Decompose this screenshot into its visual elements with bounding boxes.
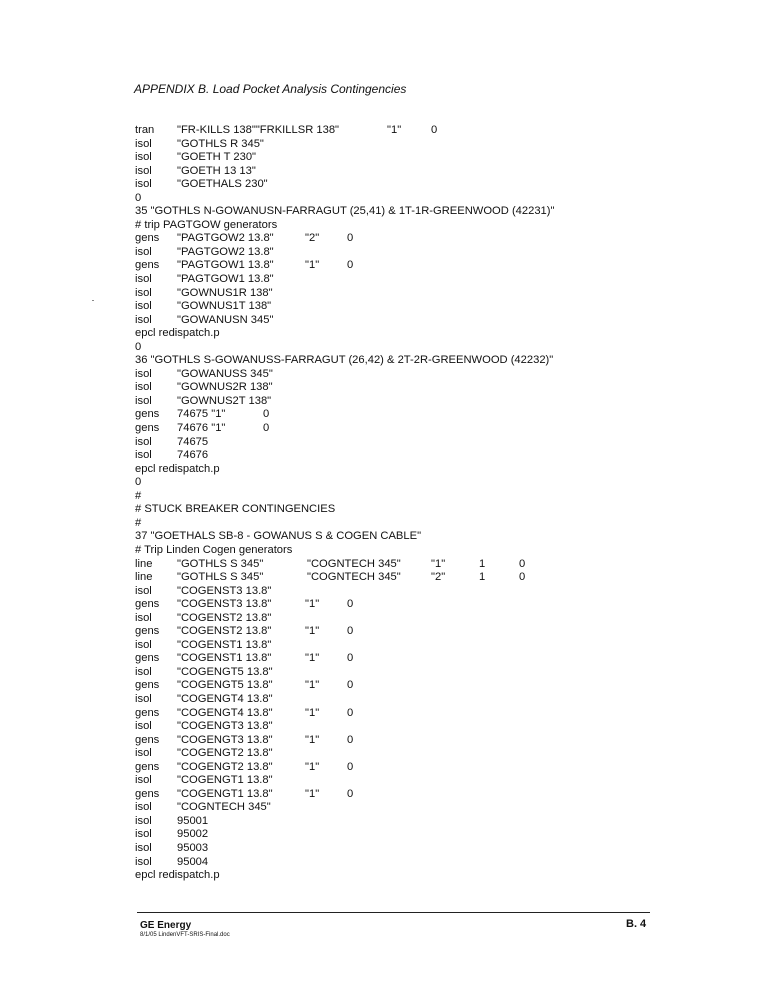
- listing-field: isol: [135, 720, 152, 733]
- listing-line: [135, 598, 735, 612]
- listing-field: isol: [135, 855, 152, 868]
- listing-line: [135, 517, 735, 531]
- listing-field: isol: [135, 394, 152, 407]
- listing-field: 0: [347, 733, 354, 746]
- listing-line: [135, 828, 735, 842]
- listing-line: [135, 449, 735, 463]
- listing-line: [135, 815, 735, 829]
- listing-field: isol: [135, 178, 152, 191]
- listing-field: "GOWNUS1R 138": [177, 286, 273, 299]
- listing-field: "COGENGT5 13.8": [177, 665, 273, 678]
- listing-field: 95001: [177, 814, 209, 827]
- listing-field: "1": [305, 598, 320, 611]
- listing-text: 36 "GOTHLS S-GOWANUSS-FARRAGUT (26,42) & 2T-2R-GREENWOOD (42232)": [135, 354, 554, 367]
- listing-line: [135, 558, 735, 572]
- listing-line: [135, 585, 735, 599]
- listing-field: gens: [135, 706, 160, 719]
- listing-field: 0: [347, 760, 354, 773]
- footer-rule: [137, 912, 650, 913]
- listing-line: [135, 639, 735, 653]
- listing-line: [135, 205, 735, 219]
- listing-field: "1": [305, 679, 320, 692]
- listing-line: [135, 273, 735, 287]
- listing-line: [135, 138, 735, 152]
- listing-text: # STUCK BREAKER CONTINGENCIES: [135, 503, 336, 516]
- listing-line: [135, 612, 735, 626]
- listing-line: [135, 300, 735, 314]
- listing-text: # Trip Linden Cogen generators: [135, 543, 293, 556]
- listing-field: "COGNTECH 345": [307, 571, 401, 584]
- listing-field: isol: [135, 286, 152, 299]
- listing-field: 1: [479, 571, 486, 584]
- listing-field: "GOWANUSN 345": [177, 313, 274, 326]
- listing-field: "COGENGT4 13.8": [177, 692, 273, 705]
- listing-line: [135, 232, 735, 246]
- listing-line: [135, 314, 735, 328]
- listing-field: isol: [135, 692, 152, 705]
- listing-field: isol: [135, 828, 152, 841]
- listing-field: 0: [519, 557, 526, 570]
- listing-line: [135, 530, 735, 544]
- listing-line: [135, 666, 735, 680]
- listing-line: [135, 693, 735, 707]
- listing-line: [135, 652, 735, 666]
- listing-field: "PAGTGOW1 13.8": [177, 273, 274, 286]
- listing-line: [135, 151, 735, 165]
- listing-field: gens: [135, 625, 160, 638]
- listing-text: epcl redispatch.p: [135, 462, 220, 475]
- listing-field: gens: [135, 259, 160, 272]
- listing-field: isol: [135, 665, 152, 678]
- listing-field: "GOWNUS1T 138": [177, 300, 272, 313]
- listing-field: isol: [135, 638, 152, 651]
- listing-field: isol: [135, 164, 152, 177]
- listing-field: "GOETH T 230": [177, 151, 257, 164]
- listing-field: "2": [431, 571, 446, 584]
- listing-line: [135, 774, 735, 788]
- listing-field: 95003: [177, 841, 209, 854]
- listing-field: isol: [135, 801, 152, 814]
- listing-line: [135, 408, 735, 422]
- listing-field: "COGENST3 13.8": [177, 598, 272, 611]
- listing-field: 74676 "1": [177, 422, 226, 435]
- listing-line: [135, 476, 735, 490]
- listing-field: 0: [347, 787, 354, 800]
- listing-field: gens: [135, 408, 160, 421]
- listing-text: 37 "GOETHALS SB-8 - GOWANUS S & COGEN CABLE": [135, 530, 422, 543]
- listing-line: [135, 707, 735, 721]
- listing-field: 74675: [177, 435, 209, 448]
- listing-line: [135, 503, 735, 517]
- listing-line: [135, 625, 735, 639]
- listing-field: "GOWNUS2T 138": [177, 394, 272, 407]
- listing-field: "GOWANUSS 345": [177, 367, 273, 380]
- listing-line: [135, 436, 735, 450]
- listing-field: gens: [135, 422, 160, 435]
- listing-field: 0: [347, 625, 354, 638]
- listing-text: 0: [135, 191, 142, 204]
- listing-field: "COGENGT3 13.8": [177, 733, 273, 746]
- listing-field: isol: [135, 151, 152, 164]
- listing-text: epcl redispatch.p: [135, 327, 220, 340]
- listing-field: "GOETH 13 13": [177, 164, 256, 177]
- listing-line: [135, 490, 735, 504]
- listing-field: 95004: [177, 855, 209, 868]
- listing-field: "GOTHLS R 345": [177, 137, 264, 150]
- listing-line: [135, 395, 735, 409]
- listing-field: "1": [305, 733, 320, 746]
- listing-field: "1": [387, 124, 402, 136]
- listing-field: isol: [135, 814, 152, 827]
- listing-field: "1": [305, 259, 320, 272]
- listing-line: [135, 747, 735, 761]
- listing-field: gens: [135, 679, 160, 692]
- listing-line: [135, 354, 735, 368]
- listing-line: [135, 734, 735, 748]
- listing-line: [135, 544, 735, 558]
- listing-field: gens: [135, 232, 160, 245]
- listing-field: "COGENST3 13.8": [177, 584, 272, 597]
- listing-field: 74675 "1": [177, 408, 226, 421]
- listing-field: "COGENST2 13.8": [177, 611, 272, 624]
- listing-field: 0: [347, 598, 354, 611]
- listing-line: [135, 463, 735, 477]
- listing-text: 35 "GOTHLS N-GOWANUSN-FARRAGUT (25,41) & 1T-1R-GREENWOOD (42231)": [135, 205, 555, 218]
- listing-field: isol: [135, 245, 152, 258]
- listing-line: [135, 856, 735, 870]
- listing-line: [135, 219, 735, 233]
- listing-field: isol: [135, 747, 152, 760]
- listing-field: "PAGTGOW2 13.8": [177, 245, 274, 258]
- listing-field: "COGNTECH 345": [177, 801, 271, 814]
- listing-field: isol: [135, 611, 152, 624]
- listing-line: [135, 869, 735, 883]
- listing-line: [135, 368, 735, 382]
- listing-field: "COGNTECH 345": [307, 557, 401, 570]
- listing-line: [135, 165, 735, 179]
- listing-field: gens: [135, 787, 160, 800]
- listing-line: [135, 381, 735, 395]
- listing-field: 95002: [177, 828, 209, 841]
- scan-speck: [92, 300, 94, 301]
- listing-field: "GOTHLS S 345": [177, 557, 264, 570]
- listing-field: isol: [135, 774, 152, 787]
- page-header: APPENDIX B. Load Pocket Analysis Contingencies: [134, 82, 407, 96]
- listing-field: isol: [135, 381, 152, 394]
- listing-field: "PAGTGOW2 13.8": [177, 232, 274, 245]
- listing-field: "COGENST1 13.8": [177, 638, 272, 651]
- listing-field: "COGENST2 13.8": [177, 625, 272, 638]
- listing-field: 1: [479, 557, 486, 570]
- listing-field: isol: [135, 435, 152, 448]
- listing-field: 0: [263, 408, 270, 421]
- listing-field: "2": [305, 232, 320, 245]
- listing-field: "COGENGT2 13.8": [177, 760, 273, 773]
- listing-field: 0: [347, 259, 354, 272]
- listing-field: "COGENGT2 13.8": [177, 747, 273, 760]
- listing-text: epcl redispatch.p: [135, 869, 220, 882]
- listing-field: "1": [305, 625, 320, 638]
- listing-field: 0: [431, 124, 438, 136]
- footer-filename: 8/1/05 LindenVFT-SRIS-Final.doc: [140, 932, 230, 938]
- listing-field: "COGENGT5 13.8": [177, 679, 273, 692]
- listing-field: "1": [305, 760, 320, 773]
- listing-field: "GOETHALS 230": [177, 178, 268, 191]
- listing-field: line: [135, 557, 153, 570]
- listing-field: isol: [135, 841, 152, 854]
- listing-line: [135, 124, 735, 138]
- listing-field: tran: [135, 124, 155, 136]
- listing-field: "COGENST1 13.8": [177, 652, 272, 665]
- listing-line: [135, 842, 735, 856]
- listing-line: [135, 192, 735, 206]
- listing-field: gens: [135, 598, 160, 611]
- listing-field: gens: [135, 652, 160, 665]
- listing-field: "COGENGT1 13.8": [177, 787, 273, 800]
- listing-field: isol: [135, 367, 152, 380]
- listing-field: 0: [263, 422, 270, 435]
- listing-field: isol: [135, 449, 152, 462]
- listing-field: "COGENGT3 13.8": [177, 720, 273, 733]
- listing-field: isol: [135, 313, 152, 326]
- page-number: B. 4: [626, 918, 647, 930]
- listing-field: 0: [519, 571, 526, 584]
- listing-text: #: [135, 516, 142, 529]
- listing-field: "GOTHLS S 345": [177, 571, 264, 584]
- listing-field: isol: [135, 584, 152, 597]
- listing-line: [135, 341, 735, 355]
- listing-field: isol: [135, 300, 152, 313]
- listing-field: 0: [347, 652, 354, 665]
- listing-line: [135, 679, 735, 693]
- listing-field: "FR-KILLS 138""FRKILLSR 138": [177, 124, 340, 136]
- listing-field: 0: [347, 232, 354, 245]
- listing-field: "COGENGT4 13.8": [177, 706, 273, 719]
- listing-line: [135, 788, 735, 802]
- listing-line: [135, 259, 735, 273]
- listing-text: # trip PAGTGOW generators: [135, 218, 278, 231]
- listing-field: isol: [135, 273, 152, 286]
- listing-line: [135, 422, 735, 436]
- listing-text: 0: [135, 476, 142, 489]
- listing-field: 0: [347, 706, 354, 719]
- listing-line: [135, 178, 735, 192]
- listing-text: #: [135, 489, 142, 502]
- listing-line: [135, 327, 735, 341]
- listing-field: gens: [135, 760, 160, 773]
- listing-line: [135, 287, 735, 301]
- listing-line: [135, 720, 735, 734]
- listing-field: "COGENGT1 13.8": [177, 774, 273, 787]
- listing-line: [135, 801, 735, 815]
- listing-field: gens: [135, 733, 160, 746]
- listing-field: "GOWNUS2R 138": [177, 381, 273, 394]
- listing-text: 0: [135, 340, 142, 353]
- listing-field: "1": [431, 557, 446, 570]
- listing-field: "PAGTGOW1 13.8": [177, 259, 274, 272]
- listing-field: "1": [305, 652, 320, 665]
- listing-line: [135, 761, 735, 775]
- listing-line: [135, 571, 735, 585]
- listing-field: 74676: [177, 449, 209, 462]
- listing-field: 0: [347, 679, 354, 692]
- listing-field: "1": [305, 787, 320, 800]
- footer-company: GE Energy: [140, 920, 192, 931]
- listing-field: line: [135, 571, 153, 584]
- listing-field: isol: [135, 137, 152, 150]
- listing-field: "1": [305, 706, 320, 719]
- listing-line: [135, 246, 735, 260]
- contingency-listing: [135, 124, 735, 883]
